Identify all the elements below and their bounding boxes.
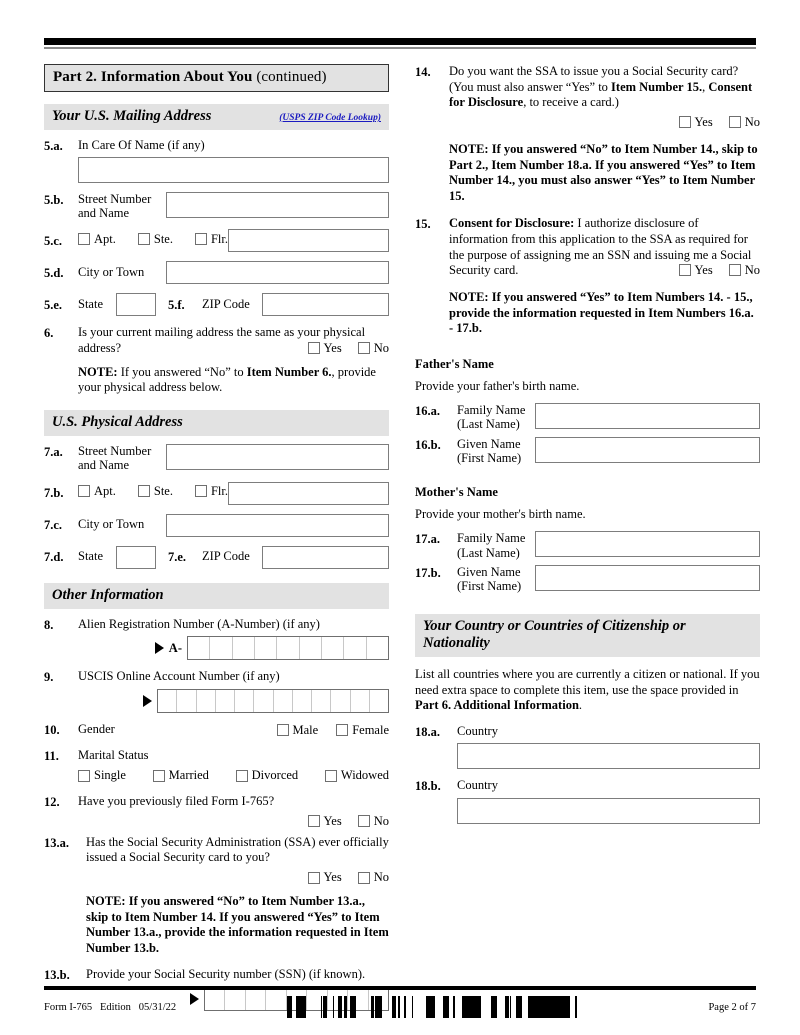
barcode xyxy=(277,996,577,1018)
citizenship-instruction: List all countries where you are currently a citizen or national. If you need extra space to complete this item, use the space provided in Part 6. Additional Information. xyxy=(415,666,760,713)
item-5a-in-care-of-name-input[interactable] xyxy=(78,157,389,183)
item-10-male-checkbox[interactable] xyxy=(277,723,319,738)
item-11-number: 11. xyxy=(44,748,59,763)
item-14-yes-label: Yes xyxy=(694,114,713,129)
item-18b-input-wrap xyxy=(457,798,760,824)
item-5f-zip-code-input[interactable] xyxy=(262,293,389,316)
item-7d-state-input[interactable] xyxy=(116,546,156,569)
item-5d-number: 5.d. xyxy=(44,265,64,280)
item-5d-label: City or Town xyxy=(78,265,145,280)
item-5c-row xyxy=(44,229,389,252)
checkbox-square xyxy=(236,770,248,782)
other-information-title: Other Information xyxy=(52,586,164,603)
item-16a-number: 16.a. xyxy=(415,403,440,418)
item-5e-5f-row xyxy=(44,293,389,316)
item-15-no-label: No xyxy=(744,262,760,277)
item-6-yes-checkbox[interactable] xyxy=(308,341,342,356)
item-8-row xyxy=(44,617,389,661)
item-7c-label: City or Town xyxy=(78,517,145,532)
item-5b-row xyxy=(44,192,389,221)
item-8-a-prefix: A- xyxy=(168,640,182,655)
item-18b-number: 18.b. xyxy=(415,779,441,794)
item-7b-unit-number-input[interactable] xyxy=(228,482,389,505)
item-5c-flr-label: Flr. xyxy=(210,231,229,246)
item-5d-city-or-town-input[interactable] xyxy=(166,261,389,284)
item-15-no-checkbox[interactable] xyxy=(729,263,760,278)
checkbox-square xyxy=(308,872,320,884)
arrow-right-icon xyxy=(155,642,164,654)
citizenship-band xyxy=(415,614,760,657)
footer-form-number: Form I-765 xyxy=(44,1001,93,1013)
physical-address-band xyxy=(44,410,389,436)
part-2-continued: (continued) xyxy=(256,69,327,85)
item-11-widowed-label: Widowed xyxy=(340,768,389,783)
item-9-row xyxy=(44,669,389,713)
item-18a-number: 18.a. xyxy=(415,724,440,739)
comb-cell[interactable] xyxy=(370,690,388,712)
item-9-number: 9. xyxy=(44,670,54,685)
item-13a-no-label: No xyxy=(373,870,389,884)
item-10-row xyxy=(44,722,389,739)
right-column xyxy=(415,64,760,824)
comb-cell[interactable] xyxy=(367,637,388,659)
part-2-header xyxy=(44,64,389,92)
item-12-yes-label: Yes xyxy=(323,813,342,828)
checkbox-square xyxy=(325,770,337,782)
item-17a-row xyxy=(415,531,760,560)
footer-edition-date: 05/31/22 xyxy=(138,1001,177,1013)
checkbox-square xyxy=(138,485,150,497)
checkbox-square xyxy=(679,116,691,128)
comb-cell[interactable] xyxy=(177,690,196,712)
checkbox-square xyxy=(729,264,741,276)
item-17b-label: Given Name (First Name) xyxy=(457,565,522,594)
item-18a-input-wrap xyxy=(457,743,760,769)
footer-edition-label: Edition xyxy=(100,1001,131,1013)
item-14-row xyxy=(415,64,760,204)
item-14-number: 14. xyxy=(415,65,431,79)
item-12-number: 12. xyxy=(44,795,60,810)
item-10-female-checkbox[interactable] xyxy=(336,723,389,738)
item-13a-label: Has the Social Security Administration (SSA) ever officially issued a Social Security card to you? xyxy=(86,834,389,865)
item-12-row xyxy=(44,794,389,829)
item-7c-row xyxy=(44,514,389,537)
checkbox-square xyxy=(729,116,741,128)
item-10-male-label: Male xyxy=(292,722,319,737)
item-13a-row xyxy=(44,835,389,957)
checkbox-square xyxy=(195,485,207,497)
item-6-no-checkbox[interactable] xyxy=(358,341,389,356)
item-7e-label: ZIP Code xyxy=(202,549,250,564)
item-11-widowed-checkbox[interactable] xyxy=(325,768,389,783)
item-8-label: Alien Registration Number (A-Number) (if any) xyxy=(78,616,320,631)
item-11-married-checkbox[interactable] xyxy=(153,768,209,783)
item-12-no-checkbox[interactable] xyxy=(358,814,389,829)
fathers-name-instruction: Provide your father's birth name. xyxy=(415,378,580,393)
comb-cell[interactable] xyxy=(158,690,177,712)
other-information-band xyxy=(44,583,389,609)
item-7a-row xyxy=(44,444,389,473)
top-rule-thin xyxy=(44,47,756,49)
comb-cell[interactable] xyxy=(331,690,350,712)
item-14-yes-checkbox[interactable] xyxy=(679,115,713,130)
checkbox-square xyxy=(195,233,207,245)
checkbox-square xyxy=(358,815,370,827)
comb-cell[interactable] xyxy=(300,637,322,659)
item-17b-given-name-input[interactable] xyxy=(535,565,760,591)
item-11-divorced-label: Divorced xyxy=(251,768,299,783)
item-7d-number: 7.d. xyxy=(44,549,64,564)
item-5c-unit-number-input[interactable] xyxy=(228,229,389,252)
comb-cell[interactable] xyxy=(322,637,344,659)
item-11-single-checkbox[interactable] xyxy=(78,768,126,783)
comb-cell[interactable] xyxy=(274,690,293,712)
checkbox-square xyxy=(78,770,90,782)
item-18a-row xyxy=(415,724,760,741)
item-7a-label: Street Number and Name xyxy=(78,443,152,473)
item-16a-row xyxy=(415,403,760,432)
item-6-note: NOTE: If you answered “No” to Item Number 6., provide your physical address below. xyxy=(78,364,376,395)
item-13a-yes-label: Yes xyxy=(323,870,342,884)
comb-cell[interactable] xyxy=(210,637,232,659)
item-15-yes-checkbox[interactable] xyxy=(679,263,713,278)
item-13a-no-checkbox[interactable] xyxy=(358,870,389,885)
citizenship-title-line2: Nationality xyxy=(423,634,490,651)
item-5c-ste-label: Ste. xyxy=(153,231,173,246)
item-14-question: Do you want the SSA to issue you a Social Security card? (You must also answer “Yes” to Item Number 15., Consent for Disclosure, to receive a card.) xyxy=(449,64,753,110)
item-17a-family-name-input[interactable] xyxy=(535,531,760,557)
mailing-address-band xyxy=(44,104,389,130)
item-17a-label: Family Name (Last Name) xyxy=(457,531,526,560)
item-6-row xyxy=(44,325,389,396)
item-12-yesno-group xyxy=(78,814,389,829)
item-6-note-label: NOTE: xyxy=(78,364,118,379)
item-15-note: NOTE: If you answered “Yes” to Item Numbers 14. - 15., provide the information requested in Item Numbers 16.a. - 17.b. xyxy=(449,289,754,336)
item-5e-state-input[interactable] xyxy=(116,293,156,316)
checkbox-square xyxy=(679,264,691,276)
item-8-a-number-comb-input[interactable] xyxy=(187,636,389,660)
footer-page-number: Page 2 of 7 xyxy=(708,1001,756,1013)
item-11-single-label: Single xyxy=(94,768,126,783)
item-14-no-label: No xyxy=(744,114,760,129)
item-7b-ste-label: Ste. xyxy=(153,483,173,498)
item-11-marital-status-group xyxy=(78,768,389,783)
item-13a-note: NOTE: If you answered “No” to Item Number 13.a., skip to Item Number 14. If you answered “Yes” to Item Number 13.a., provide the information requested in Item Number 13.b. xyxy=(86,894,389,955)
bottom-rule-thick xyxy=(44,986,756,990)
item-7b-number: 7.b. xyxy=(44,485,64,500)
mothers-name-heading: Mother's Name xyxy=(415,485,498,500)
item-13b-label: Provide your Social Security number (SSN) (if known). xyxy=(86,966,366,981)
item-15-yes-label: Yes xyxy=(694,262,713,277)
item-9-input-group xyxy=(78,689,389,713)
item-7b-flr-checkbox[interactable] xyxy=(195,484,228,499)
item-9-label: USCIS Online Account Number (if any) xyxy=(78,669,280,684)
item-17b-row xyxy=(415,565,760,594)
page-footer xyxy=(44,996,756,1018)
item-7c-number: 7.c. xyxy=(44,517,63,532)
item-5b-street-number-and-name-input[interactable] xyxy=(166,192,389,218)
item-7d-7e-row xyxy=(44,546,389,569)
item-18b-label: Country xyxy=(457,778,498,793)
item-5f-label: ZIP Code xyxy=(202,297,250,312)
checkbox-square xyxy=(308,815,320,827)
item-14-note: NOTE: If you answered “No” to Item Number 14., skip to Part 2., Item Number 18.a. If you answered “Yes” to Item Number 14., you must also answer “Yes” to Item Number 15. xyxy=(449,141,758,203)
item-9-uscis-online-account-number-comb-input[interactable] xyxy=(157,689,389,713)
item-5e-number: 5.e. xyxy=(44,297,63,312)
item-16a-family-name-input[interactable] xyxy=(535,403,760,429)
item-16b-given-name-input[interactable] xyxy=(535,437,760,463)
item-6-number: 6. xyxy=(44,326,54,341)
arrow-right-icon xyxy=(143,695,152,707)
checkbox-square xyxy=(277,724,289,736)
comb-cell[interactable] xyxy=(351,690,370,712)
item-10-label: Gender xyxy=(78,722,115,737)
item-5c-unit-type-group xyxy=(78,232,228,251)
item-16b-row xyxy=(415,437,760,466)
left-column xyxy=(44,64,389,1011)
item-7c-city-or-town-input[interactable] xyxy=(166,514,389,537)
comb-cell[interactable] xyxy=(277,637,299,659)
item-5c-ste-checkbox[interactable] xyxy=(138,232,173,247)
item-7e-zip-code-input[interactable] xyxy=(262,546,389,569)
item-18b-row xyxy=(415,778,760,795)
item-5e-label: State xyxy=(78,297,103,312)
item-17a-number: 17.a. xyxy=(415,532,440,547)
item-5b-number: 5.b. xyxy=(44,192,64,207)
item-5b-label: Street Number and Name xyxy=(78,191,152,220)
item-18a-label: Country xyxy=(457,723,498,738)
physical-address-title: U.S. Physical Address xyxy=(52,413,183,430)
item-7b-ste-checkbox[interactable] xyxy=(138,484,173,499)
top-rule xyxy=(44,38,756,49)
comb-cell[interactable] xyxy=(255,637,277,659)
footer-form-info xyxy=(44,1002,176,1013)
item-11-label: Marital Status xyxy=(78,747,149,762)
item-10-female-label: Female xyxy=(352,722,389,737)
item-5c-flr-checkbox[interactable] xyxy=(195,232,228,247)
item-11-row xyxy=(44,748,389,784)
mailing-address-title: Your U.S. Mailing Address xyxy=(52,108,212,124)
item-5a-number: 5.a. xyxy=(44,139,63,153)
item-12-label: Have you previously filed Form I-765? xyxy=(78,794,275,809)
item-13a-yesno-group xyxy=(86,870,389,885)
item-8-number: 8. xyxy=(44,617,54,632)
comb-cell[interactable] xyxy=(254,690,273,712)
item-16a-label: Family Name (Last Name) xyxy=(457,402,526,432)
item-17b-number: 17.b. xyxy=(415,566,441,580)
item-5c-number: 5.c. xyxy=(44,233,63,248)
item-7e-number: 7.e. xyxy=(168,549,187,564)
item-11-married-label: Married xyxy=(168,768,209,783)
item-5d-row xyxy=(44,261,389,284)
item-15-title: Consent for Disclosure: xyxy=(449,216,575,231)
comb-cell[interactable] xyxy=(235,690,254,712)
item-13a-yes-checkbox[interactable] xyxy=(308,870,342,885)
item-11-divorced-checkbox[interactable] xyxy=(236,768,299,783)
item-10-number: 10. xyxy=(44,722,60,737)
checkbox-square xyxy=(78,233,90,245)
item-13b-number: 13.b. xyxy=(44,967,70,982)
item-7a-street-number-and-name-input[interactable] xyxy=(166,444,389,470)
item-8-input-group xyxy=(78,636,389,660)
item-6-yesno-group xyxy=(78,341,389,356)
item-6-no-label: No xyxy=(373,340,389,355)
bottom-rule xyxy=(44,986,756,990)
checkbox-square xyxy=(153,770,165,782)
item-5a-label: In Care Of Name (if any) xyxy=(78,138,205,152)
item-16b-label: Given Name (First Name) xyxy=(457,436,522,465)
item-5a-row xyxy=(44,138,389,183)
item-14-no-checkbox[interactable] xyxy=(729,115,760,130)
item-18a-country-input[interactable] xyxy=(457,743,760,769)
checkbox-square xyxy=(78,485,90,497)
checkbox-square xyxy=(358,342,370,354)
checkbox-square xyxy=(138,233,150,245)
item-15-number: 15. xyxy=(415,217,431,232)
item-7b-row xyxy=(44,482,389,505)
item-6-question: Is your current mailing address the same as your physical address? xyxy=(78,325,366,355)
comb-cell[interactable] xyxy=(312,690,331,712)
item-15-text: Consent for Disclosure: I authorize disclosure of information from this application to the SSA as required for the purpose of assigning me an SSN and issuing me a Social Security card. xyxy=(449,216,752,278)
checkbox-square xyxy=(308,342,320,354)
fathers-name-heading: Father's Name xyxy=(415,356,494,371)
item-7b-flr-label: Flr. xyxy=(210,483,229,498)
item-5c-apt-checkbox[interactable] xyxy=(78,232,116,247)
item-6-yes-label: Yes xyxy=(323,340,342,355)
comb-cell[interactable] xyxy=(197,690,216,712)
item-15-row xyxy=(415,216,760,336)
item-12-no-label: No xyxy=(373,813,389,828)
comb-cell[interactable] xyxy=(216,690,235,712)
item-16b-number: 16.b. xyxy=(415,437,441,452)
comb-cell[interactable] xyxy=(344,637,366,659)
item-7b-unit-type-group xyxy=(78,484,228,503)
comb-cell[interactable] xyxy=(233,637,255,659)
item-13a-number: 13.a. xyxy=(44,835,69,850)
item-5f-number: 5.f. xyxy=(168,297,185,312)
item-18b-country-input[interactable] xyxy=(457,798,760,824)
item-7b-apt-checkbox[interactable] xyxy=(78,484,116,499)
comb-cell[interactable] xyxy=(188,637,210,659)
item-7b-apt-label: Apt. xyxy=(94,483,116,498)
checkbox-square xyxy=(336,724,348,736)
item-12-yes-checkbox[interactable] xyxy=(308,814,342,829)
part-2-title: Part 2. Information About You xyxy=(53,69,253,85)
usps-zip-lookup-link[interactable]: (USPS ZIP Code Lookup) xyxy=(279,113,381,123)
item-5c-apt-label: Apt. xyxy=(94,231,116,246)
item-7d-label: State xyxy=(78,549,103,564)
citizenship-title-line1: Your Country or Countries of Citizenship or xyxy=(423,617,686,634)
item-7a-number: 7.a. xyxy=(44,444,63,459)
checkbox-square xyxy=(358,872,370,884)
mothers-name-instruction: Provide your mother's birth name. xyxy=(415,507,586,522)
comb-cell[interactable] xyxy=(293,690,312,712)
item-14-yesno-group xyxy=(449,115,760,130)
top-rule-thick xyxy=(44,38,756,45)
